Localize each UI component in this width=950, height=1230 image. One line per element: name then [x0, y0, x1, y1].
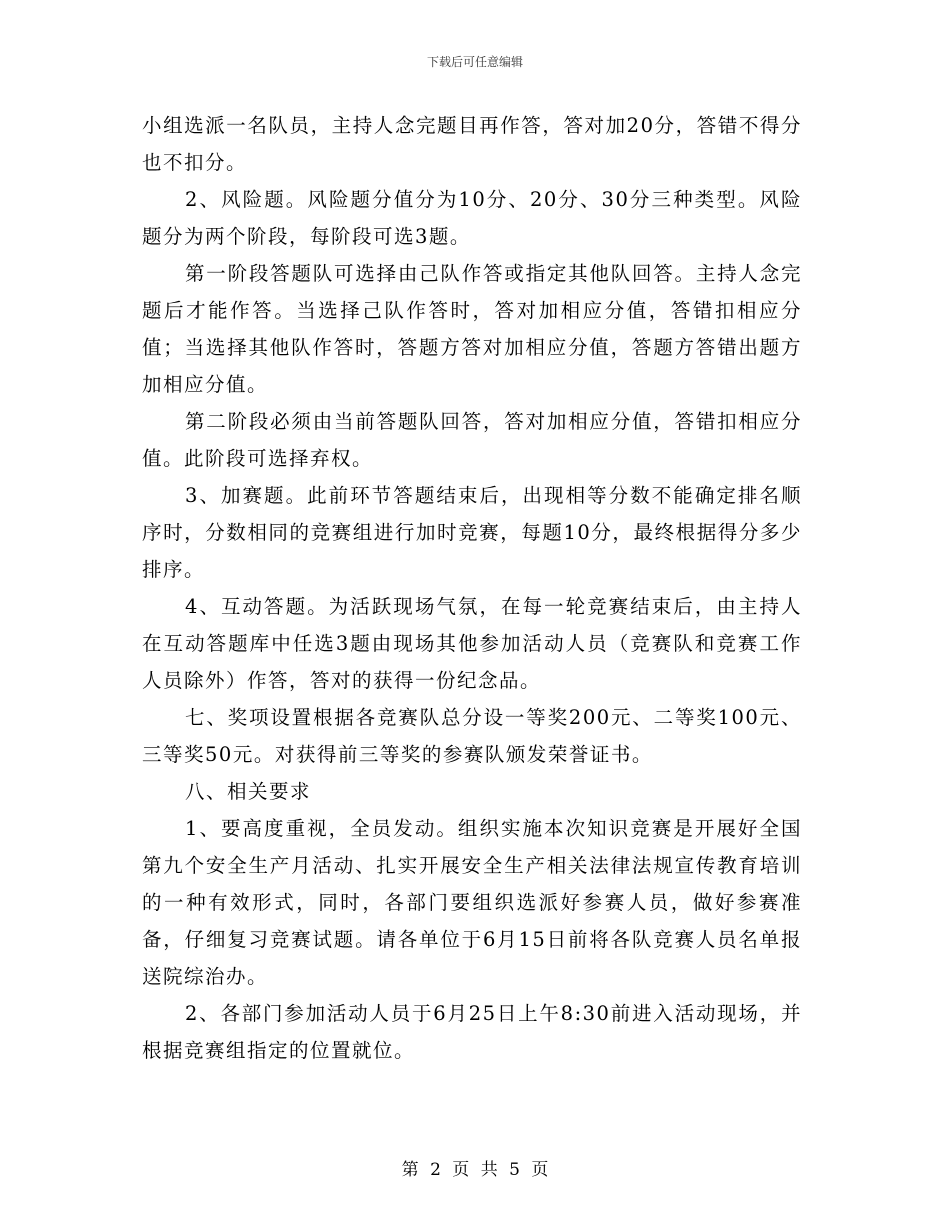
- paragraph-stage-one: 第一阶段答题队可选择由己队作答或指定其他队回答。主持人念完题后才能作答。当选择己队作答时，答对加相应分值，答错扣相应分值；当选择其他队作答时，答题方答对加相应分值，答题方答错出题方加相应分值。: [142, 262, 802, 396]
- paragraph-awards: 七、奖项设置根据各竞赛队总分设一等奖200元、二等奖100元、三等奖50元。对获得前三等奖的参赛队颁发荣誉证书。: [142, 706, 802, 766]
- paragraph-tiebreaker: 3、加赛题。此前环节答题结束后，出现相等分数不能确定排名顺序时，分数相同的竞赛组进行加时竞赛，每题10分，最终根据得分多少排序。: [142, 484, 802, 581]
- section-heading-requirements: 八、相关要求: [185, 780, 312, 803]
- document-body: [142, 107, 802, 1069]
- paragraph-continuation: 小组选派一名队员，主持人念完题目再作答，答对加20分，答错不得分也不扣分。: [142, 114, 802, 174]
- page-header: 下载后可任意编辑: [426, 55, 523, 69]
- paragraph-requirement-2: 2、各部门参加活动人员于6月25日上午8:30前进入活动现场，并根据竞赛组指定的位置就位。: [142, 1002, 802, 1062]
- paragraph-requirement-1: 1、要高度重视，全员发动。组织实施本次知识竞赛是开展好全国第九个安全生产月活动、扎实开展安全生产相关法律法规宣传教育培训的一种有效形式，同时，各部门要组织选派好参赛人员，做好参赛准备，仔细复习竞赛试题。请各单位于6月15日前将各队竞赛人员名单报送院综治办。: [142, 817, 802, 988]
- page-number-footer: 第 2 页 共 5 页: [401, 1160, 549, 1180]
- paragraph-stage-two: 第二阶段必须由当前答题队回答，答对加相应分值，答错扣相应分值。此阶段可选择弃权。: [142, 410, 802, 470]
- paragraph-risk-questions: 2、风险题。风险题分值分为10分、20分、30分三种类型。风险题分为两个阶段，每阶段可选3题。: [142, 188, 802, 248]
- paragraph-interactive-questions: 4、互动答题。为活跃现场气氛，在每一轮竞赛结束后，由主持人在互动答题库中任选3题由现场其他参加活动人员（竞赛队和竞赛工作人员除外）作答，答对的获得一份纪念品。: [142, 595, 802, 692]
